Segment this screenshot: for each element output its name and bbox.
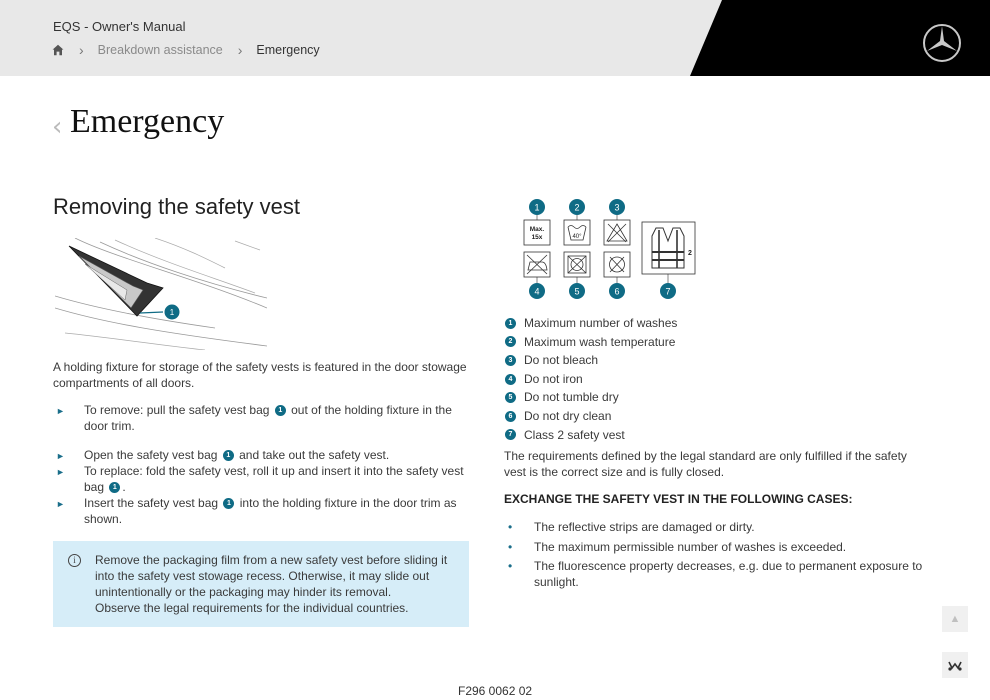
wash-temp: 40° [572, 234, 582, 240]
bullet-icon: • [508, 520, 513, 534]
callout-7: 7 [665, 286, 671, 297]
section-title: Removing the safety vest [53, 194, 301, 219]
exchange-heading: EXCHANGE THE SAFETY VEST IN THE FOLLOWING CASES: [504, 492, 853, 506]
chevron-up-icon: ▲ [949, 613, 961, 625]
manual-title: EQS - Owner's Manual [53, 19, 186, 34]
callout-1: 1 [534, 202, 540, 213]
callout-6: 6 [614, 286, 620, 297]
callout-badge: 1 [223, 498, 234, 509]
list-item: 4 Do not iron [504, 370, 677, 389]
callout-badge: 4 [505, 374, 516, 385]
list-item: 2 Maximum wash temperature [504, 333, 677, 352]
requirements-text: The requirements defined by the legal standard are only fulfilled if the safety vest is the correct size and is fully closed. [504, 449, 907, 479]
callout-2: 2 [574, 202, 580, 213]
breadcrumb-link-breakdown[interactable]: Breakdown assistance [97, 43, 223, 57]
back-chevron-icon[interactable]: ‹ [52, 112, 63, 142]
list-item: 7 Class 2 safety vest [504, 426, 677, 445]
symbol-legend [504, 314, 677, 444]
breadcrumb-current: Emergency [256, 43, 320, 57]
list-item: • The reflective strips are damaged or dirty. [508, 520, 755, 534]
callout-badge: 1 [275, 405, 286, 416]
callout-badge: 6 [505, 411, 516, 422]
figure-code: F296 0062 02 [458, 684, 533, 698]
max-wash-label: Max. [529, 226, 545, 233]
max-wash-count: 15x [531, 234, 543, 241]
callout-4: 4 [534, 286, 540, 297]
vest-class: 2 [688, 250, 692, 257]
list-item: • The fluorescence property decreases, e.g. due to permanent exposure to sunlight. [508, 559, 923, 589]
list-item: 3 Do not bleach [504, 351, 677, 370]
callout-badge: 3 [505, 355, 516, 366]
list-item: 1 Maximum number of washes [504, 314, 677, 333]
feedback-button[interactable] [942, 652, 968, 678]
callout-badge: 1 [505, 318, 516, 329]
door-trim-illustration [55, 238, 267, 350]
intro-text: A holding fixture for storage of the safety vests is featured in the door stowage compartments of all doors. [53, 360, 467, 390]
callout-3: 3 [614, 202, 620, 213]
breadcrumb [52, 42, 320, 58]
scroll-to-top-button[interactable] [942, 606, 968, 632]
info-text: Remove the packaging film from a new safety vest before sliding it into the safety vest stowage recess. Otherwise, it may slide out unintentionally or the packaging may hinder its removal. Observe the legal requirements for the individual countries. [95, 553, 448, 615]
list-item: ► Insert the safety vest bag 1 into the holding fixture in the door trim as shown. [56, 496, 457, 526]
list-item: • The maximum permissible number of washes is exceeded. [508, 539, 847, 554]
home-icon[interactable] [52, 44, 64, 56]
info-icon: i [68, 554, 81, 567]
list-item: ► To replace: fold the safety vest, roll it up and insert it into the safety vest bag 1 . [56, 464, 464, 494]
list-item: 5 Do not tumble dry [504, 388, 677, 407]
list-item: ► Open the safety vest bag 1 and take out the safety vest. [56, 448, 390, 462]
info-box [53, 541, 469, 627]
chevron-right-icon: › [79, 42, 84, 58]
callout-badge: 1 [223, 450, 234, 461]
list-item: ► To remove: pull the safety vest bag 1 out of the holding fixture in the door trim. [56, 403, 452, 433]
list-item: 6 Do not dry clean [504, 407, 677, 426]
triangle-bullet-icon: ► [56, 451, 65, 461]
care-symbols-illustration [518, 196, 703, 302]
triangle-bullet-icon: ► [56, 499, 65, 509]
triangle-bullet-icon: ► [56, 467, 65, 477]
callout-badge: 2 [505, 336, 516, 347]
page-title: Emergency [70, 103, 225, 140]
mercedes-star-icon[interactable] [922, 23, 962, 63]
bullet-icon: • [508, 559, 513, 573]
exchange-cases-list [504, 519, 924, 594]
triangle-bullet-icon: ► [56, 406, 65, 416]
chevron-right-icon: › [237, 42, 243, 58]
steps-list [53, 402, 473, 527]
callout-badge: 5 [505, 392, 516, 403]
callout-badge: 7 [505, 429, 516, 440]
bullet-icon: • [508, 539, 513, 554]
callout-5: 5 [574, 286, 580, 297]
callout-badge: 1 [109, 482, 120, 493]
feedback-icon [942, 652, 968, 678]
figure-callout: 1 [169, 308, 175, 317]
